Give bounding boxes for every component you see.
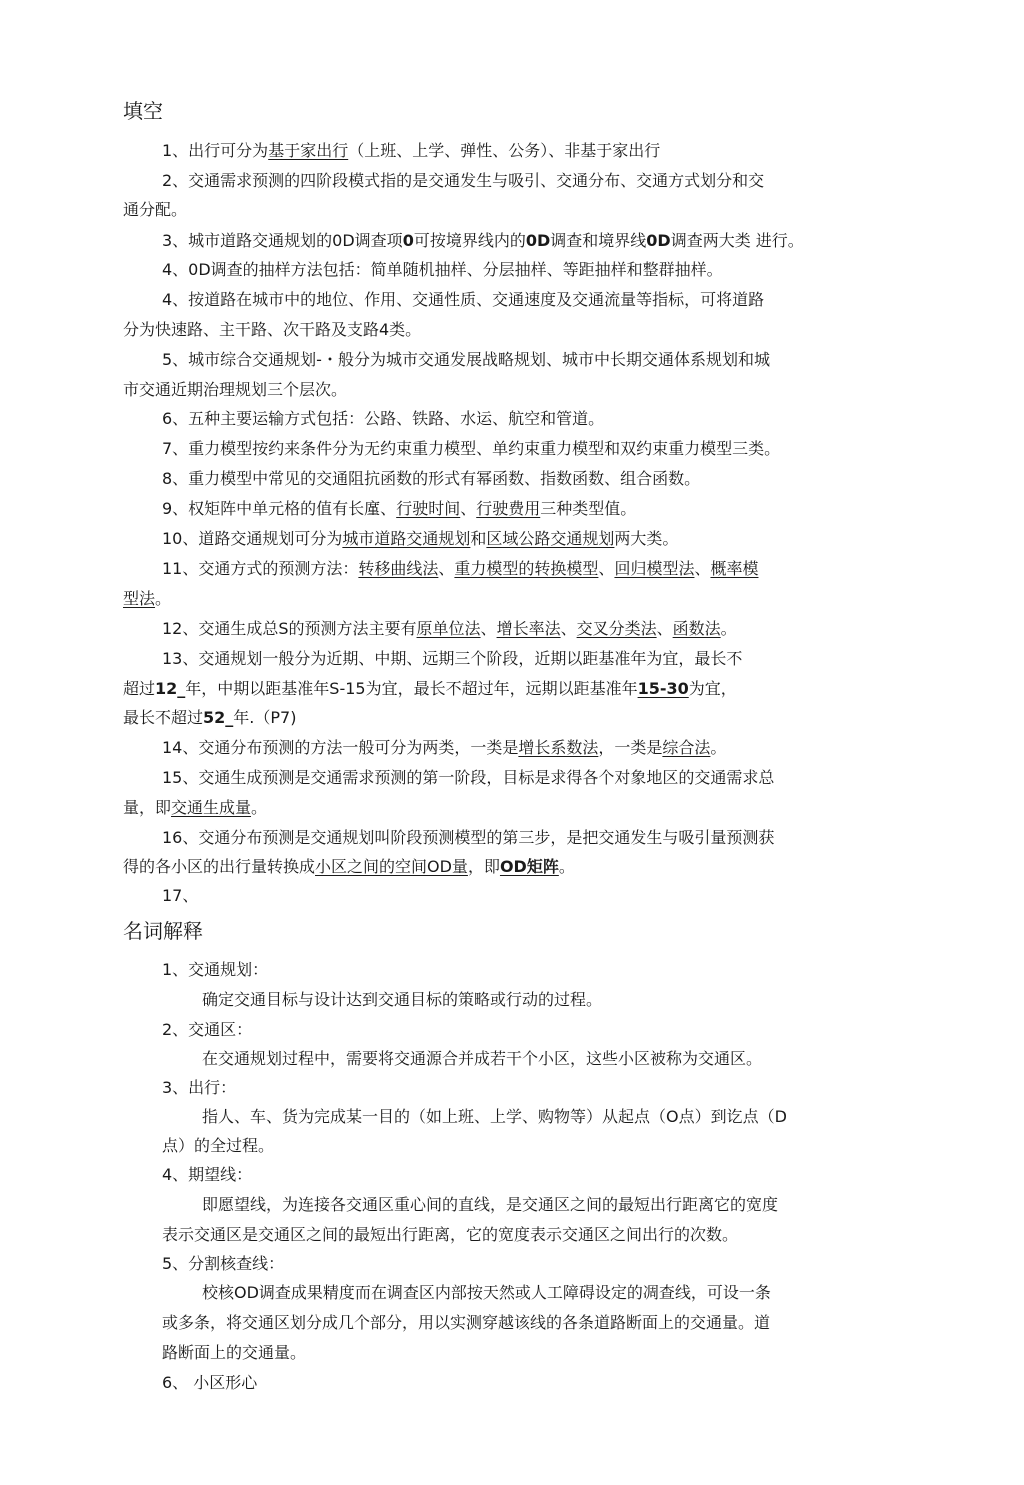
q13-l2e: 为宜，	[688, 679, 737, 698]
question-5-cont: 市交通近期治理规划三个层次。	[123, 380, 348, 399]
q3-e: 调查和境界线	[550, 231, 647, 250]
question-15: 15、交通生成预测是交通需求预测的第一阶段，目标是求得各个对象地区的交通需求总	[162, 768, 775, 787]
q14-answer-2: 综合法	[662, 738, 711, 757]
section-title-fill-in: 填空	[123, 99, 163, 123]
question-1	[162, 136, 660, 166]
q13-answer-far: 15-30	[637, 679, 689, 698]
question-5: 5、城市综合交通规划-・般分为城市交通发展战略规划、城市中长期交通体系规划和城	[162, 350, 770, 369]
q13-answer-max: 52_	[203, 708, 234, 727]
term-2-title: 2、交通区：	[162, 1020, 253, 1039]
q12-answer-3: 交叉分类法	[576, 619, 657, 638]
question-17: 17、	[162, 886, 199, 905]
question-11-cont	[123, 584, 171, 614]
q15-c: 。	[251, 798, 268, 817]
q13-l3c: 年.（P7)	[233, 708, 297, 727]
question-16-cont	[123, 852, 575, 882]
question-2: 2、交通需求预测的四阶段模式指的是交通发生与吸引、交通分布、交通方式划分和交	[162, 171, 765, 190]
q13-answer-near: 12_	[155, 679, 186, 698]
term-3-definition: 指人、车、货为完成某一目的（如上班、上学、购物等）从起点（O点）到讫点（D	[202, 1107, 787, 1126]
q11-sep-2: 、	[598, 559, 615, 578]
q3-g: 调查两大类 进行。	[670, 231, 804, 250]
q13-l2a: 超过	[123, 679, 156, 698]
q12-end: 。	[720, 619, 737, 638]
question-9	[162, 494, 636, 524]
question-11	[162, 554, 758, 584]
question-7: 7、重力模型按约来条件分为无约束重力模型、单约束重力模型和双约束重力模型三类。	[162, 439, 781, 458]
question-13-line-2	[123, 674, 737, 704]
question-14	[162, 733, 726, 763]
q16-c: ，即	[467, 857, 500, 876]
q11-answer-4-cont: 型法	[123, 589, 156, 608]
question-4a: 4、0D调查的抽样方法包括：简单随机抽样、分层抽样、等距抽样和整群抽样。	[162, 260, 723, 279]
term-4-definition-cont: 表示交通区是交通区之间的最短出行距离，它的宽度表示交通区之间出行的次数。	[162, 1225, 739, 1244]
question-8: 8、重力模型中常见的交通阻抗函数的形式有幂函数、指数函数、组合函数。	[162, 469, 701, 488]
q11-a: 11、交通方式的预测方法：	[162, 559, 359, 578]
q3-f: 0D	[646, 231, 671, 250]
q16-d: 。	[558, 857, 575, 876]
q9-c: 三种类型值。	[540, 499, 637, 518]
question-4b-cont: 分为快速路、主干路、次干路及支路4类。	[123, 320, 422, 339]
q10-a: 10、道路交通规划可分为	[162, 529, 343, 548]
q11-sep-1: 、	[438, 559, 455, 578]
term-5-definition-cont-2: 路断面上的交通量。	[162, 1343, 307, 1362]
term-3-definition-cont: 点）的全过程。	[162, 1136, 275, 1155]
section-title-term-explanation: 名词解释	[123, 919, 203, 943]
q10-answer-1: 城市道路交通规划	[342, 529, 471, 548]
q13-l3a: 最长不超过	[123, 708, 204, 727]
q12-a: 12、交通生成总S的预测方法主要有	[162, 619, 417, 638]
q13-l2c: 年，中期以距基准年S-15为宜，最长不超过年，远期以距基准年	[185, 679, 638, 698]
question-15-cont	[123, 793, 267, 823]
q12-sep-2: 、	[560, 619, 577, 638]
q11-answer-2: 重力模型的转换模型	[454, 559, 599, 578]
term-5-definition: 校核OD调查成果精度而在调查区内部按天然或人工障碍设定的凋查线，可设一条	[202, 1283, 771, 1302]
q1-text: 1、出行可分为	[162, 141, 269, 160]
question-12	[162, 614, 737, 644]
q11-answer-3: 回归模型法	[614, 559, 695, 578]
q12-answer-1: 原单位法	[416, 619, 481, 638]
question-4b: 4、按道路在城市中的地位、作用、交通性质、交通速度及交通流量等指标，可将道路	[162, 290, 765, 309]
q3-b: 0	[402, 231, 414, 250]
q14-answer-1: 增长系数法	[518, 738, 599, 757]
q12-answer-2: 增长率法	[496, 619, 561, 638]
q12-answer-4: 函数法	[672, 619, 721, 638]
q12-sep-3: 、	[656, 619, 673, 638]
q10-b: 和	[470, 529, 487, 548]
q3-d: 0D	[525, 231, 551, 250]
question-2-cont: 通分配。	[123, 200, 188, 219]
term-1-definition: 确定交通目标与设计达到交通目标的策略或行动的过程。	[202, 990, 603, 1009]
q11-end: 。	[155, 589, 172, 608]
q15-b: 量，即	[123, 798, 172, 817]
q1-text-end: （上班、上学、弹性、公务）、非基于家出行	[348, 141, 661, 160]
q16-b: 得的各小区的出行量转换成	[123, 857, 316, 876]
q1-answer: 基于家出行	[268, 141, 349, 160]
question-13: 13、交通规划一般分为近期、中期、远期三个阶段，近期以距基准年为宜，最长不	[162, 649, 743, 668]
q16-answer-1: 小区之间的空间OD量	[315, 857, 468, 876]
q3-c: 可按境界线内的	[413, 231, 526, 250]
question-16: 16、交通分布预测是交通规划叫阶段预测模型的第三步，是把交通发生与吸引量预测获	[162, 828, 775, 847]
term-1-title: 1、交通规划：	[162, 960, 269, 979]
term-3-title: 3、出行：	[162, 1078, 237, 1097]
q10-answer-2: 区域公路交通规划	[486, 529, 615, 548]
question-3	[162, 226, 804, 256]
q9-answer-2: 行驶费用	[476, 499, 541, 518]
q11-sep-3: 、	[694, 559, 711, 578]
term-5-title: 5、分割核查线：	[162, 1254, 285, 1273]
q3-a: 3、城市道路交通规划的0D调查项	[162, 231, 403, 250]
term-4-title: 4、期望线：	[162, 1165, 253, 1184]
term-4-definition: 即愿望线，为连接各交通区重心间的直线，是交通区之间的最短出行距离它的宽度	[202, 1195, 779, 1214]
q16-answer-2: OD矩阵	[499, 857, 559, 876]
question-10	[162, 524, 678, 554]
q14-c: 。	[710, 738, 727, 757]
q11-answer-4: 概率模	[710, 559, 759, 578]
q9-b: 、	[460, 499, 477, 518]
q11-answer-1: 转移曲线法	[358, 559, 439, 578]
q9-a: 9、权矩阵中单元格的值有长廑、	[162, 499, 397, 518]
term-5-definition-cont: 或多条，将交通区划分成几个部分，用以实测穿越该线的各条道路断面上的交通量。道	[162, 1313, 771, 1332]
term-2-definition: 在交通规划过程中，需要将交通源合并成若干个小区，这些小区被称为交通区。	[202, 1049, 763, 1068]
q10-c: 两大类。	[614, 529, 679, 548]
q15-answer: 交通生成量	[171, 798, 252, 817]
q12-sep-1: 、	[480, 619, 497, 638]
q14-b: ，一类是	[598, 738, 663, 757]
question-6: 6、五种主要运输方式包括：公路、铁路、水运、航空和管道。	[162, 409, 605, 428]
term-6-title: 6、 小区形心	[162, 1373, 258, 1392]
question-13-line-3	[123, 703, 296, 733]
q9-answer-1: 行驶时间	[396, 499, 461, 518]
q14-a: 14、交通分布预测的方法一般可分为两类，一类是	[162, 738, 519, 757]
